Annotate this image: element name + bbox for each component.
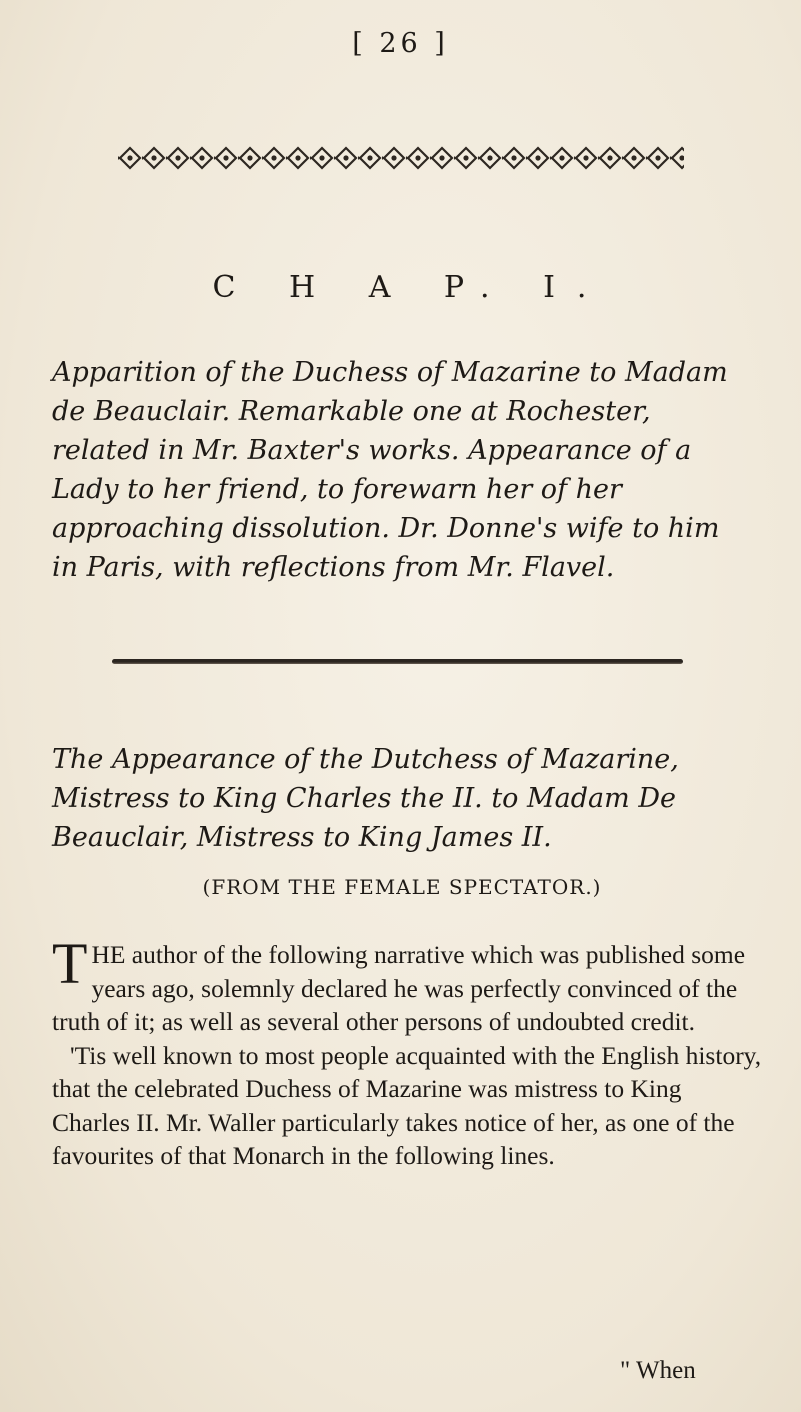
page-number: [ 26 ] (352, 28, 449, 59)
article-title: The Appearance of the Dutchess of Mazarine, Mistress to King Charles the II. to Madam De Beauclair, Mistress to King James II. (52, 744, 679, 853)
catchword: " When (620, 1357, 696, 1384)
paragraph-2: 'Tis well known to most people acquainted with the English history, that the celebrated Duchess of Mazarine was mistress to King Charles II. Mr. Waller particularly takes notice of her, as one of the favourites of that Monarch in the following lines. (52, 1040, 762, 1170)
paragraph-1 (52, 931, 762, 1039)
body-text (52, 931, 762, 1173)
drop-cap: T (52, 931, 88, 996)
horizontal-rule (112, 659, 683, 664)
chapter-synopsis: Apparition of the Duchess of Mazarine to Madam de Beauclair. Remarkable one at Rochester, related in Mr. Baxter's works. Appearance of a Lady to her friend, to forewarn her of her approaching dissolution. Dr. Donne's wife to him in Paris, with reflections from Mr. Flavel. (52, 357, 728, 583)
chapter-heading: C H A P. I. (212, 270, 609, 305)
paragraph-1-text: HE author of the following narrative which was published some years ago, solemnly declared he was perfectly convinced of the truth of it; as well as several other persons of undoubted credit. (52, 940, 746, 1036)
ornament-border (118, 138, 684, 178)
source-line: (FROM THE FEMALE SPECTATOR.) (202, 875, 602, 899)
